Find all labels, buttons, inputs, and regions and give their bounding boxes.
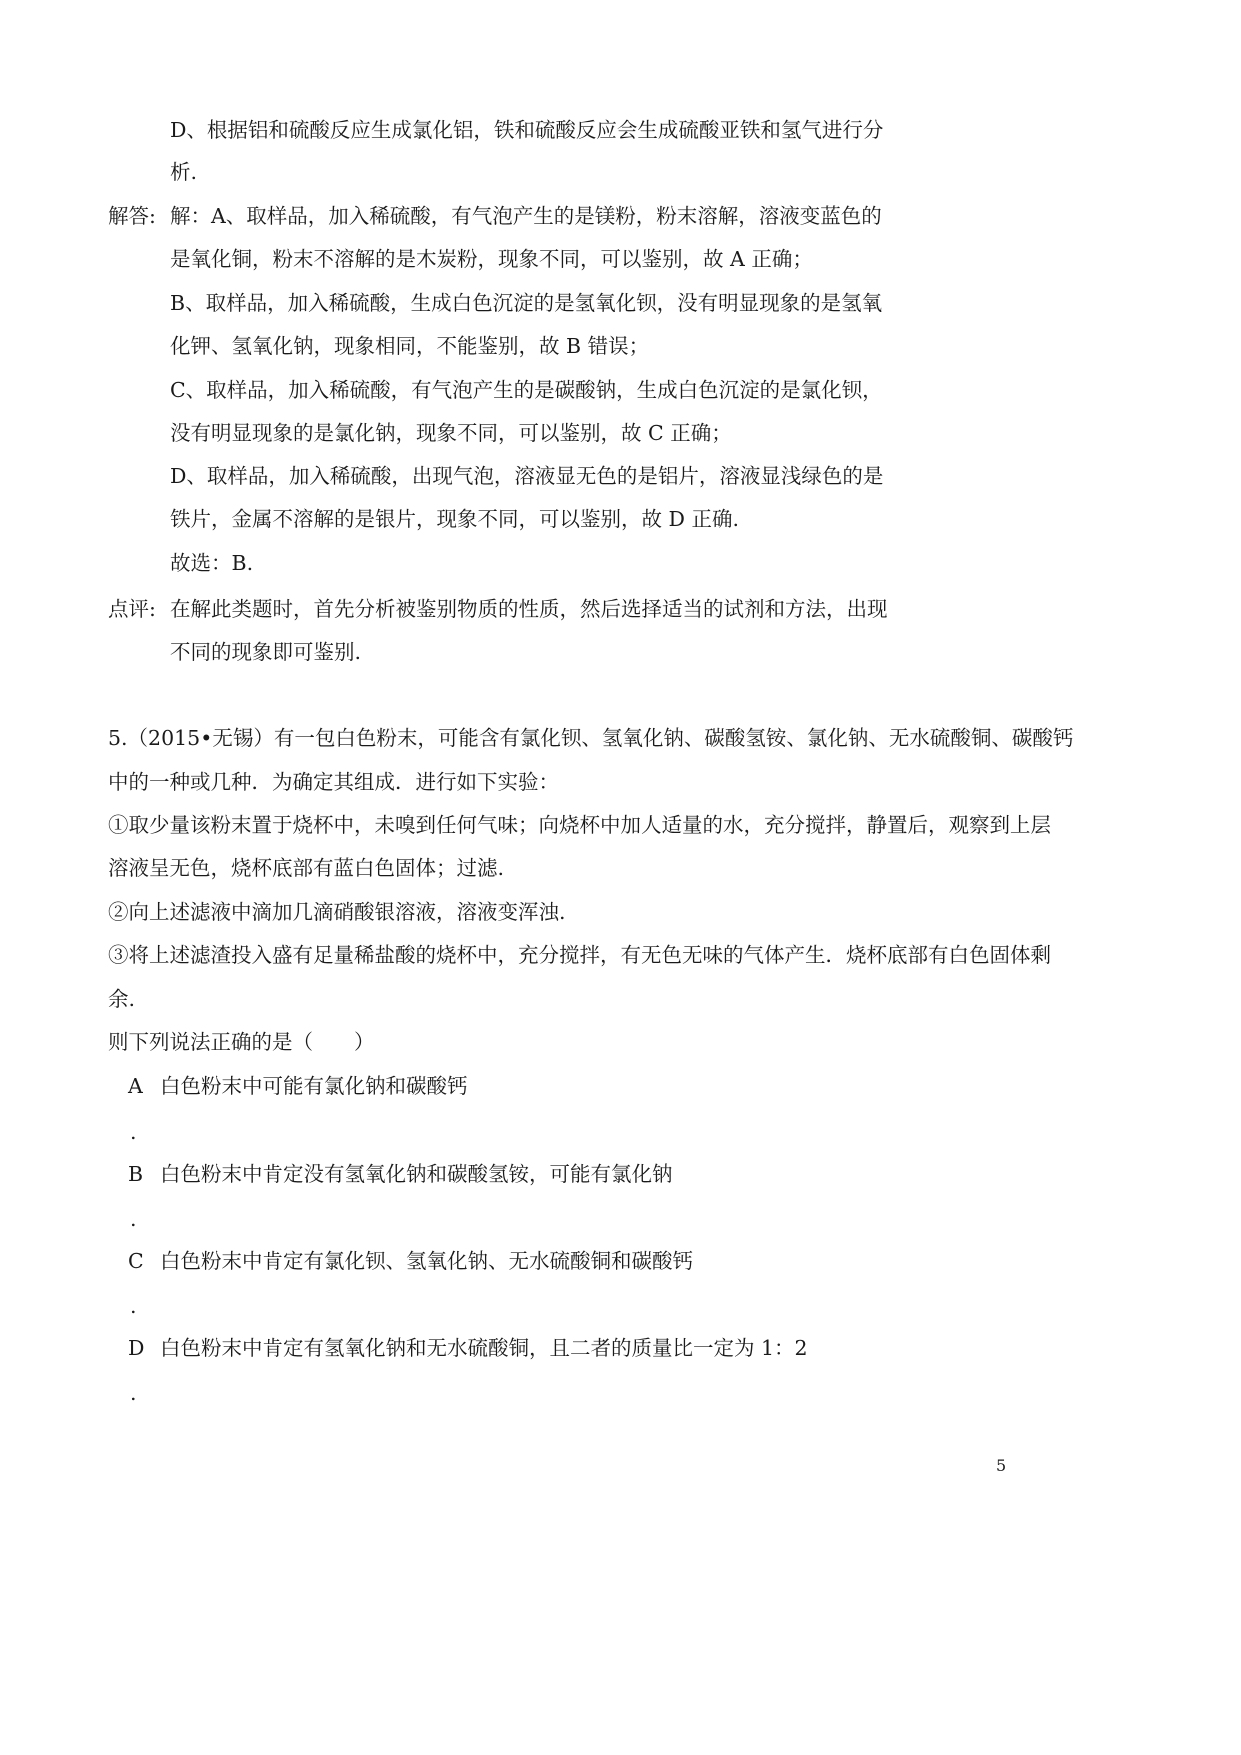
question-stem: 中的一种或几种．为确定其组成．进行如下实验： — [108, 770, 559, 794]
answer-line: 解：A、取样品，加入稀硫酸，有气泡产生的是镁粉，粉末溶解，溶液变蓝色的 — [170, 204, 882, 228]
answer-line: B、取样品，加入稀硫酸，生成白色沉淀的是氢氧化钡，没有明显现象的是氢氧 — [170, 291, 883, 315]
option-dot: . — [130, 1381, 137, 1405]
analysis-line: 析. — [170, 160, 198, 184]
analysis-line: D、根据铝和硫酸反应生成氯化铝，铁和硫酸反应会生成硫酸亚铁和氢气进行分 — [170, 118, 884, 142]
option-letter: C — [128, 1249, 144, 1273]
answer-line: C、取样品，加入稀硫酸，有气泡产生的是碳酸钠，生成白色沉淀的是氯化钡， — [170, 378, 883, 402]
comment-line: 不同的现象即可鉴别. — [170, 640, 362, 664]
option-letter: A — [128, 1074, 143, 1098]
question-step: 余. — [108, 987, 136, 1011]
question-step: ②向上述滤液中滴加几滴硝酸银溶液，溶液变浑浊. — [108, 900, 566, 924]
page-number: 5 — [996, 1456, 1007, 1475]
question-step: ①取少量该粉末置于烧杯中，未嗅到任何气味；向烧杯中加人适量的水，充分搅拌，静置后，观察到上层 — [108, 813, 1051, 837]
question-step: 溶液呈无色，烧杯底部有蓝白色固体；过滤. — [108, 856, 505, 880]
question-step: ③将上述滤渣投入盛有足量稀盐酸的烧杯中，充分搅拌，有无色无味的气体产生．烧杯底部有白色固体剩 — [108, 943, 1051, 967]
option-text: 白色粉末中肯定有氢氧化钠和无水硫酸铜，且二者的质量比一定为 1：2 — [160, 1336, 808, 1360]
question-stem: 5.（2015•无锡）有一包白色粉末，可能含有氯化钡、氢氧化钠、碳酸氢铵、氯化钠、无水硫酸铜、碳酸钙 — [108, 726, 1074, 750]
comment-label: 点评: — [108, 597, 156, 621]
answer-line: 化钾、氢氧化钠，现象相同，不能鉴别，故 B 错误； — [170, 334, 650, 358]
answer-line: 故选：B. — [170, 551, 254, 575]
answer-label: 解答: — [108, 204, 156, 228]
question-prompt: 则下列说法正确的是（ ） — [108, 1030, 375, 1054]
answer-line: 铁片，金属不溶解的是银片，现象不同，可以鉴别，故 D 正确. — [170, 507, 739, 531]
option-letter: D — [128, 1336, 145, 1360]
option-letter: B — [128, 1162, 144, 1186]
comment-line: 在解此类题时，首先分析被鉴别物质的性质，然后选择适当的试剂和方法，出现 — [170, 597, 888, 621]
answer-line: 没有明显现象的是氯化钠，现象不同，可以鉴别，故 C 正确； — [170, 421, 732, 445]
answer-line: 是氧化铜，粉末不溶解的是木炭粉，现象不同，可以鉴别，故 A 正确； — [170, 247, 813, 271]
option-dot: . — [130, 1207, 137, 1231]
option-text: 白色粉末中肯定没有氢氧化钠和碳酸氢铵，可能有氯化钠 — [160, 1162, 673, 1186]
answer-line: D、取样品，加入稀硫酸，出现气泡，溶液显无色的是铝片，溶液显浅绿色的是 — [170, 464, 884, 488]
option-dot: . — [130, 1294, 137, 1318]
option-text: 白色粉末中肯定有氯化钡、氢氧化钠、无水硫酸铜和碳酸钙 — [160, 1249, 693, 1273]
option-text: 白色粉末中可能有氯化钠和碳酸钙 — [160, 1074, 468, 1098]
option-dot: . — [130, 1120, 137, 1144]
